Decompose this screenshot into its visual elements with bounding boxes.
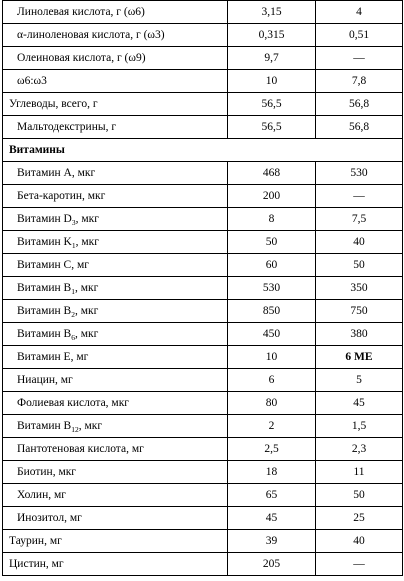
value-col1: 2 xyxy=(228,415,316,438)
table-row xyxy=(3,300,403,323)
value-col2: — xyxy=(316,185,403,208)
row-label: α-линоленовая кислота, г (ω3) xyxy=(3,24,228,47)
row-label: Витамин $В_2$, мкг xyxy=(3,300,228,323)
value-col1: 200 xyxy=(228,185,316,208)
value-col1: 6 xyxy=(228,369,316,392)
value-col2: 2,3 xyxy=(316,438,403,461)
value-col2: — xyxy=(316,553,403,576)
value-col1: 850 xyxy=(228,300,316,323)
value-col2: 25 xyxy=(316,507,403,530)
row-label: ω6:ω3 xyxy=(3,70,228,93)
value-col2: 40 xyxy=(316,231,403,254)
row-label: Витамин $В_6$, мкг xyxy=(3,323,228,346)
value-col2: 4 xyxy=(316,1,403,24)
row-label: Витамин $В_{12}$, мкг xyxy=(3,415,228,438)
row-label: Витамин А, мкг xyxy=(3,162,228,185)
value-col1: 10 xyxy=(228,70,316,93)
value-col1: 530 xyxy=(228,277,316,300)
table-row xyxy=(3,208,403,231)
value-col1: 8 xyxy=(228,208,316,231)
row-label: Фолиевая кислота, мкг xyxy=(3,392,228,415)
table-row xyxy=(3,24,403,47)
value-col2: 7,5 xyxy=(316,208,403,231)
value-col2: 50 xyxy=(316,484,403,507)
table-row xyxy=(3,277,403,300)
value-col2: 50 xyxy=(316,254,403,277)
value-col1: 0,315 xyxy=(228,24,316,47)
row-label: Инозитол, мг xyxy=(3,507,228,530)
value-col1: 3,15 xyxy=(228,1,316,24)
value-col2: 56,8 xyxy=(316,93,403,116)
row-label: Витамин С, мг xyxy=(3,254,228,277)
table-row xyxy=(3,415,403,438)
value-col1: 10 xyxy=(228,346,316,369)
value-col1: 80 xyxy=(228,392,316,415)
row-label: Олеиновая кислота, г (ω9) xyxy=(3,47,228,70)
table-row xyxy=(3,461,403,484)
value-col2: 56,8 xyxy=(316,116,403,139)
table-row xyxy=(3,507,403,530)
value-col2: 5 xyxy=(316,369,403,392)
table-row xyxy=(3,116,403,139)
value-col1: 56,5 xyxy=(228,93,316,116)
table-row xyxy=(3,484,403,507)
value-col2: 530 xyxy=(316,162,403,185)
section-header-row xyxy=(3,139,403,162)
table-row xyxy=(3,254,403,277)
row-label: Холин, мг xyxy=(3,484,228,507)
value-col1: 60 xyxy=(228,254,316,277)
value-col1: 468 xyxy=(228,162,316,185)
value-col2: 7,8 xyxy=(316,70,403,93)
value-col2: 350 xyxy=(316,277,403,300)
value-col1: 45 xyxy=(228,507,316,530)
table-row xyxy=(3,323,403,346)
row-label: Ниацин, мг xyxy=(3,369,228,392)
table-row xyxy=(3,231,403,254)
table-row xyxy=(3,1,403,24)
row-label: Бета-каротин, мкг xyxy=(3,185,228,208)
table-row xyxy=(3,392,403,415)
table-row xyxy=(3,47,403,70)
value-col2: 750 xyxy=(316,300,403,323)
value-col1: 65 xyxy=(228,484,316,507)
row-label: Углеводы, всего, г xyxy=(3,93,228,116)
value-col1: 9,7 xyxy=(228,47,316,70)
table-row xyxy=(3,346,403,369)
row-label: Мальтодекстрины, г xyxy=(3,116,228,139)
value-col1: 2,5 xyxy=(228,438,316,461)
table-row xyxy=(3,93,403,116)
row-label: Цистин, мг xyxy=(3,553,228,576)
row-label: Витамин $K_1$, мкг xyxy=(3,231,228,254)
table-row xyxy=(3,369,403,392)
table-row xyxy=(3,162,403,185)
value-col1: 450 xyxy=(228,323,316,346)
row-label: Витамин $D_3$, мкг xyxy=(3,208,228,231)
row-label: Биотин, мкг xyxy=(3,461,228,484)
row-label: Витамин $В_1$, мкг xyxy=(3,277,228,300)
value-col1: 56,5 xyxy=(228,116,316,139)
row-label: Витамин Е, мг xyxy=(3,346,228,369)
row-label: Пантотеновая кислота, мг xyxy=(3,438,228,461)
value-col2: 45 xyxy=(316,392,403,415)
section-title: Витамины xyxy=(3,139,403,162)
value-col1: 39 xyxy=(228,530,316,553)
row-label: Таурин, мг xyxy=(3,530,228,553)
value-col2: 40 xyxy=(316,530,403,553)
row-label: Линолевая кислота, г (ω6) xyxy=(3,1,228,24)
table-row xyxy=(3,438,403,461)
value-col2: — xyxy=(316,47,403,70)
value-col1: 18 xyxy=(228,461,316,484)
table-row xyxy=(3,185,403,208)
value-col2: 1,5 xyxy=(316,415,403,438)
table-row xyxy=(3,553,403,576)
value-col2: 380 xyxy=(316,323,403,346)
table-row xyxy=(3,70,403,93)
nutrition-table xyxy=(2,0,403,576)
value-col2: 11 xyxy=(316,461,403,484)
value-col1: 50 xyxy=(228,231,316,254)
table-row xyxy=(3,530,403,553)
value-col2: 6 МЕ xyxy=(316,346,403,369)
value-col2: 0,51 xyxy=(316,24,403,47)
value-col1: 205 xyxy=(228,553,316,576)
